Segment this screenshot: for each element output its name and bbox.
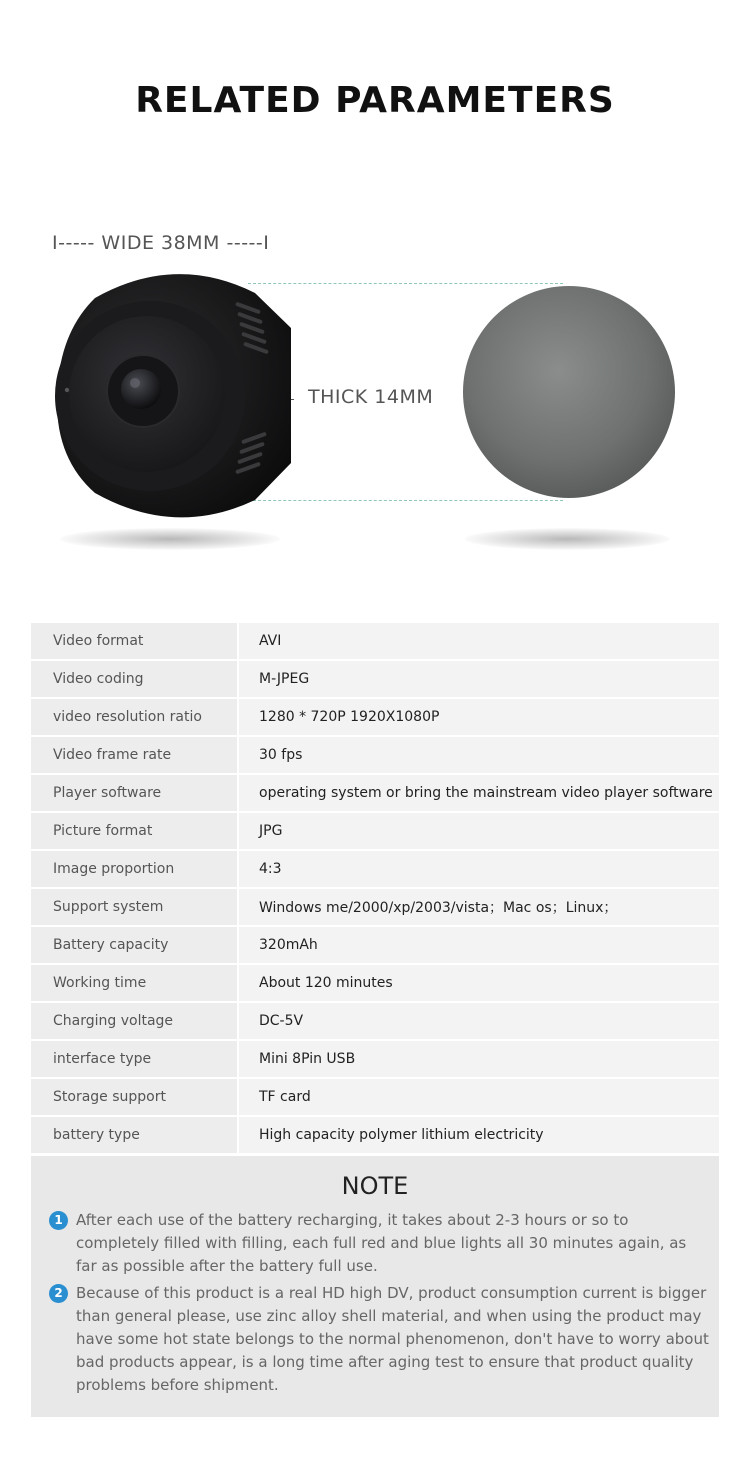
table-row <box>31 926 719 964</box>
pad-shadow <box>465 528 670 550</box>
table-row <box>31 660 719 698</box>
param-label: video resolution ratio <box>31 698 238 736</box>
note-number-badge: 2 <box>49 1284 68 1303</box>
param-label: Working time <box>31 964 238 1002</box>
table-row <box>31 736 719 774</box>
param-label: Image proportion <box>31 850 238 888</box>
thick-dimension-label: THICK 14MM <box>308 386 434 408</box>
param-value: Windows me/2000/xp/2003/vista；Mac os；Linux； <box>238 888 719 926</box>
param-value: 30 fps <box>238 736 719 774</box>
table-row <box>31 1078 719 1116</box>
camera-shadow <box>60 528 280 550</box>
param-label: Video coding <box>31 660 238 698</box>
table-row <box>31 623 719 660</box>
note-section <box>31 1156 719 1417</box>
param-label: Video frame rate <box>31 736 238 774</box>
table-row <box>31 850 719 888</box>
note-item <box>49 1282 709 1397</box>
param-label: Video format <box>31 623 238 660</box>
camera-front-image <box>55 268 295 523</box>
param-label: Player software <box>31 774 238 812</box>
table-row <box>31 1040 719 1078</box>
param-value: TF card <box>238 1078 719 1116</box>
param-value: High capacity polymer lithium electricity <box>238 1116 719 1154</box>
note-title: NOTE <box>341 1172 409 1200</box>
param-label: Storage support <box>31 1078 238 1116</box>
param-label: Picture format <box>31 812 238 850</box>
param-value: DC-5V <box>238 1002 719 1040</box>
param-label: battery type <box>31 1116 238 1154</box>
param-label: Support system <box>31 888 238 926</box>
page-title: RELATED PARAMETERS <box>135 80 615 121</box>
table-row <box>31 964 719 1002</box>
param-label: interface type <box>31 1040 238 1078</box>
param-value: operating system or bring the mainstream video player software <box>238 774 719 812</box>
note-number-badge: 1 <box>49 1211 68 1230</box>
param-value: AVI <box>238 623 719 660</box>
table-row <box>31 812 719 850</box>
note-text: Because of this product is a real HD high DV, product consumption current is bigger than general please, use zinc alloy shell material, and when using the product may have some hot state belongs to the normal phenomenon, don't have to worry about bad products appear, is a long time after aging test to ensure that product quality problems before shipment. <box>76 1284 709 1394</box>
param-value: Mini 8Pin USB <box>238 1040 719 1078</box>
param-value: About 120 minutes <box>238 964 719 1002</box>
param-value: 320mAh <box>238 926 719 964</box>
param-value: JPG <box>238 812 719 850</box>
param-value: 1280 * 720P 1920X1080P <box>238 698 719 736</box>
wide-dimension-label: I----- WIDE 38MM -----I <box>52 232 270 254</box>
table-row <box>31 774 719 812</box>
param-label: Battery capacity <box>31 926 238 964</box>
table-row <box>31 1116 719 1154</box>
note-item <box>49 1209 709 1278</box>
table-row <box>31 698 719 736</box>
table-row <box>31 888 719 926</box>
adhesive-pad-image <box>460 283 678 501</box>
param-value: 4:3 <box>238 850 719 888</box>
note-text: After each use of the battery recharging, it takes about 2-3 hours or so to completely filled with filling, each full red and blue lights all 30 minutes again, as far as possible after the battery full use. <box>76 1211 687 1275</box>
param-value: M-JPEG <box>238 660 719 698</box>
param-label: Charging voltage <box>31 1002 238 1040</box>
table-row <box>31 1002 719 1040</box>
parameters-table <box>31 623 719 1155</box>
